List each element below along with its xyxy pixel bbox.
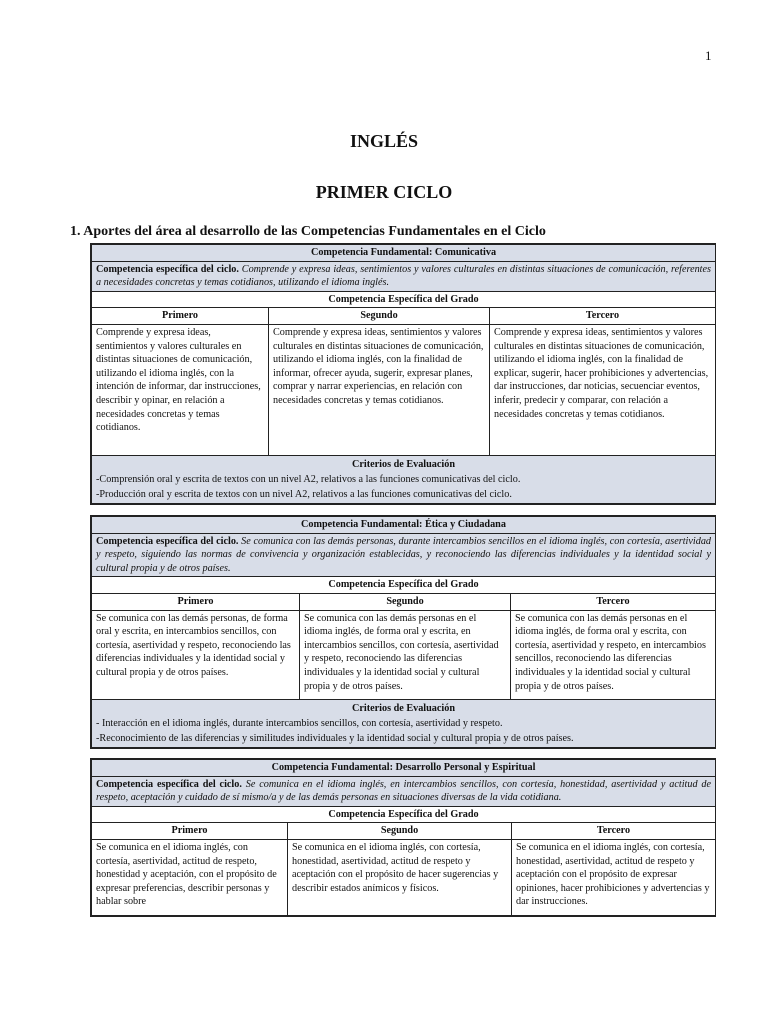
cell-primero: Se comunica con las demás personas, de forma oral y escrita, en intercambios sencillos, con cortesía, asertividad y respeto, reconociendo las diferencias individuales y la identidad social y cultural propia y de otros países. [92, 610, 300, 699]
cell-tercero: Se comunica en el idioma inglés, con cortesía, honestidad, asertividad, actitud de respeto y aceptación con el propósito de expresar opiniones, hacer prohibiciones y advertencias y dar instrucciones. [512, 839, 716, 915]
cell-primero: Se comunica en el idioma inglés, con cortesía, asertividad, actitud de respeto, honestidad y aceptación, con el propósito de expresar preferencias, describir personas y hablar sobre [92, 839, 288, 915]
document-subtitle: PRIMER CICLO [315, 182, 453, 202]
criterios-header: Criterios de Evaluación [352, 702, 455, 714]
criterio-item: -Comprensión oral y escrita de textos con un nivel A2, relativos a las funciones comunicativas del ciclo. [96, 473, 521, 485]
criterio-item: - Interacción en el idioma inglés, durante intercambios sencillos, con cortesía, asertividad y respeto. [96, 717, 503, 729]
competencia-especifica-ciclo: Competencia específica del ciclo. Se comunica con las demás personas, durante intercambios sencillos en el idioma inglés, con cortesía, asertividad y respeto, siguiendo las normas de convivencia y organización establecidas, y reconociendo las diferencias individuales y la identidad social y cultural propia y de otros países. [92, 533, 716, 577]
criterio-item: -Producción oral y escrita de textos con un nivel A2, relativos a las funciones comunicativas del ciclo. [96, 488, 512, 500]
competencia-title: Competencia Fundamental: Ética y Ciudadana [92, 517, 716, 534]
competencia-block-desarrollo-personal [90, 758, 716, 917]
cell-tercero: Se comunica con las demás personas en el idioma inglés, de forma oral y escrita, con cortesía, asertividad y respeto, en intercambios sencillos, reconociendo las diferencias individuales y la identidad social y cultural propia y de otros países. [511, 610, 716, 699]
competencia-title: Competencia Fundamental: Comunicativa [92, 245, 716, 262]
competencia-title: Competencia Fundamental: Desarrollo Personal y Espiritual [92, 760, 716, 777]
grado-header: Competencia Específica del Grado [92, 577, 716, 594]
column-header-segundo: Segundo [300, 593, 511, 610]
cell-primero: Comprende y expresa ideas, sentimientos y valores culturales en distintas situaciones de comunicación, utilizando el idioma inglés, con la intención de informar, dar instrucciones, describir y opinar, en relación a necesidades concretas y temas cotidianos. [92, 324, 269, 455]
page-number: 1 [705, 48, 712, 63]
criterios-evaluacion [92, 699, 716, 747]
column-header-primero: Primero [92, 593, 300, 610]
grado-header: Competencia Específica del Grado [92, 291, 716, 308]
cell-tercero: Comprende y expresa ideas, sentimientos y valores culturales en distintas situaciones de comunicación, utilizando el idioma inglés, con la finalidad de explicar, sugerir, hacer prohibiciones y advertencias, dar instrucciones, dar noticias, secuenciar eventos, inferir, predecir y comparar, con relación a necesidades concretas y temas cotidianos. [490, 324, 716, 455]
column-header-primero: Primero [92, 308, 269, 325]
competencia-block-comunicativa [90, 243, 716, 505]
criterios-evaluacion [92, 455, 716, 503]
column-header-primero: Primero [92, 823, 288, 840]
grado-header: Competencia Específica del Grado [92, 806, 716, 823]
competencia-block-etica [90, 515, 716, 749]
cell-segundo: Comprende y expresa ideas, sentimientos y valores culturales en distintas situaciones de comunicación, utilizando el idioma inglés, con la finalidad de informar, ofrecer ayuda, sugerir, expresar planes, comprar y narrar experiencias, en relación con necesidades concretas y temas cotidianos. [269, 324, 490, 455]
column-header-tercero: Tercero [511, 593, 716, 610]
section-heading: 1. Aportes del área al desarrollo de las Competencias Fundamentales en el Ciclo [70, 224, 546, 239]
column-header-tercero: Tercero [512, 823, 716, 840]
cell-segundo: Se comunica en el idioma inglés, con cortesía, honestidad, asertividad, actitud de respeto y aceptación con el propósito de hacer sugerencias y describir estados anímicos y físicos. [288, 839, 512, 915]
criterios-header: Criterios de Evaluación [352, 458, 455, 470]
competencia-especifica-ciclo: Competencia específica del ciclo. Se comunica en el idioma inglés, en intercambios sencillos, con cortesía, honestidad, asertividad y actitud de respeto, aceptación y cuidado de sí mismo/a y de las demás personas en situaciones diversas de la vida cotidiana. [92, 776, 716, 806]
column-header-segundo: Segundo [269, 308, 490, 325]
competencia-especifica-ciclo: Competencia específica del ciclo. Comprende y expresa ideas, sentimientos y valores culturales en distintas situaciones de comunicación, referentes a necesidades concretas y temas cotidianos, utilizando el idioma inglés. [92, 261, 716, 291]
criterio-item: -Reconocimiento de las diferencias y similitudes individuales y la identidad social y cultural propia y de otros países. [96, 732, 574, 744]
cell-segundo: Se comunica con las demás personas en el idioma inglés, de forma oral y escrita, en intercambios sencillos, con cortesía, asertividad y respeto, reconociendo las diferencias individuales y la identidad social y cultural propia y de otros países. [300, 610, 511, 699]
column-header-segundo: Segundo [288, 823, 512, 840]
document-title: INGLÉS [349, 131, 419, 151]
column-header-tercero: Tercero [490, 308, 716, 325]
